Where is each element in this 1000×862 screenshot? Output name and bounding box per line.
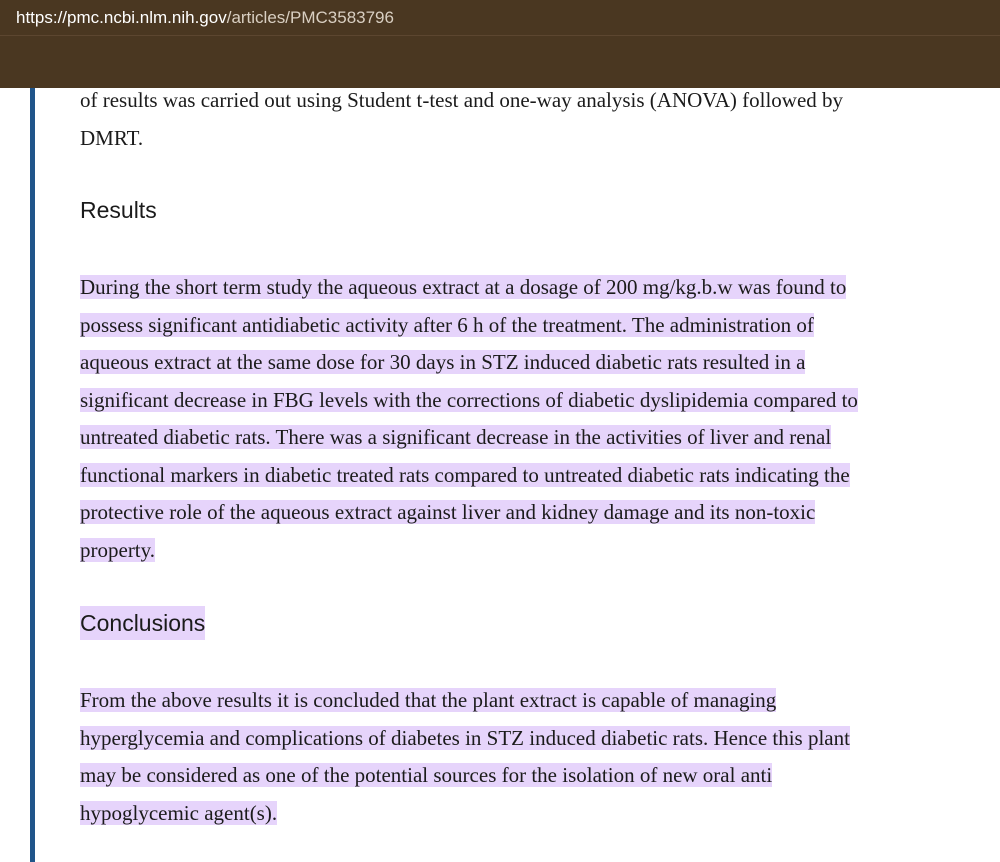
methods-paragraph-tail <box>80 82 843 157</box>
results-line: During the short term study the aqueous extract at a dosage of 200 mg/kg.b.w was found to <box>80 275 847 299</box>
results-line: protective role of the aqueous extract against liver and kidney damage and its non-toxic <box>80 500 816 524</box>
section-accent-rule <box>30 88 35 862</box>
results-heading: Results <box>80 197 157 223</box>
results-line: significant decrease in FBG levels with the corrections of diabetic dyslipidemia compared to <box>80 387 858 412</box>
methods-line: of results was carried out using Student t-test and one-way analysis (ANOVA) followed by <box>80 88 844 112</box>
methods-line: DMRT. <box>80 125 144 150</box>
conclusions-line: hypoglycemic agent(s). <box>80 800 278 825</box>
results-line: property. <box>80 537 156 562</box>
conclusions-paragraph <box>80 682 850 832</box>
results-paragraph <box>80 269 858 569</box>
url-host: https://pmc.ncbi.nlm.nih.gov <box>16 8 227 27</box>
url-text[interactable] <box>16 8 394 28</box>
conclusions-line: may be considered as one of the potential sources for the isolation of new oral anti <box>80 763 773 787</box>
conclusions-line: hyperglycemia and complications of diabetes in STZ induced diabetic rats. Hence this plant <box>80 725 850 750</box>
results-line: aqueous extract at the same dose for 30 days in STZ induced diabetic rats resulted in a <box>80 350 806 374</box>
results-line: untreated diabetic rats. There was a significant decrease in the activities of liver and renal <box>80 425 832 449</box>
results-line: possess significant antidiabetic activity after 6 h of the treatment. The administration of <box>80 312 814 337</box>
conclusions-heading: Conclusions <box>80 610 205 637</box>
address-bar[interactable] <box>0 0 1000 36</box>
url-path: /articles/PMC3583796 <box>226 8 394 27</box>
results-line: functional markers in diabetic treated rats compared to untreated diabetic rats indicating the <box>80 462 850 487</box>
conclusions-line: From the above results it is concluded that the plant extract is capable of managing <box>80 688 777 712</box>
